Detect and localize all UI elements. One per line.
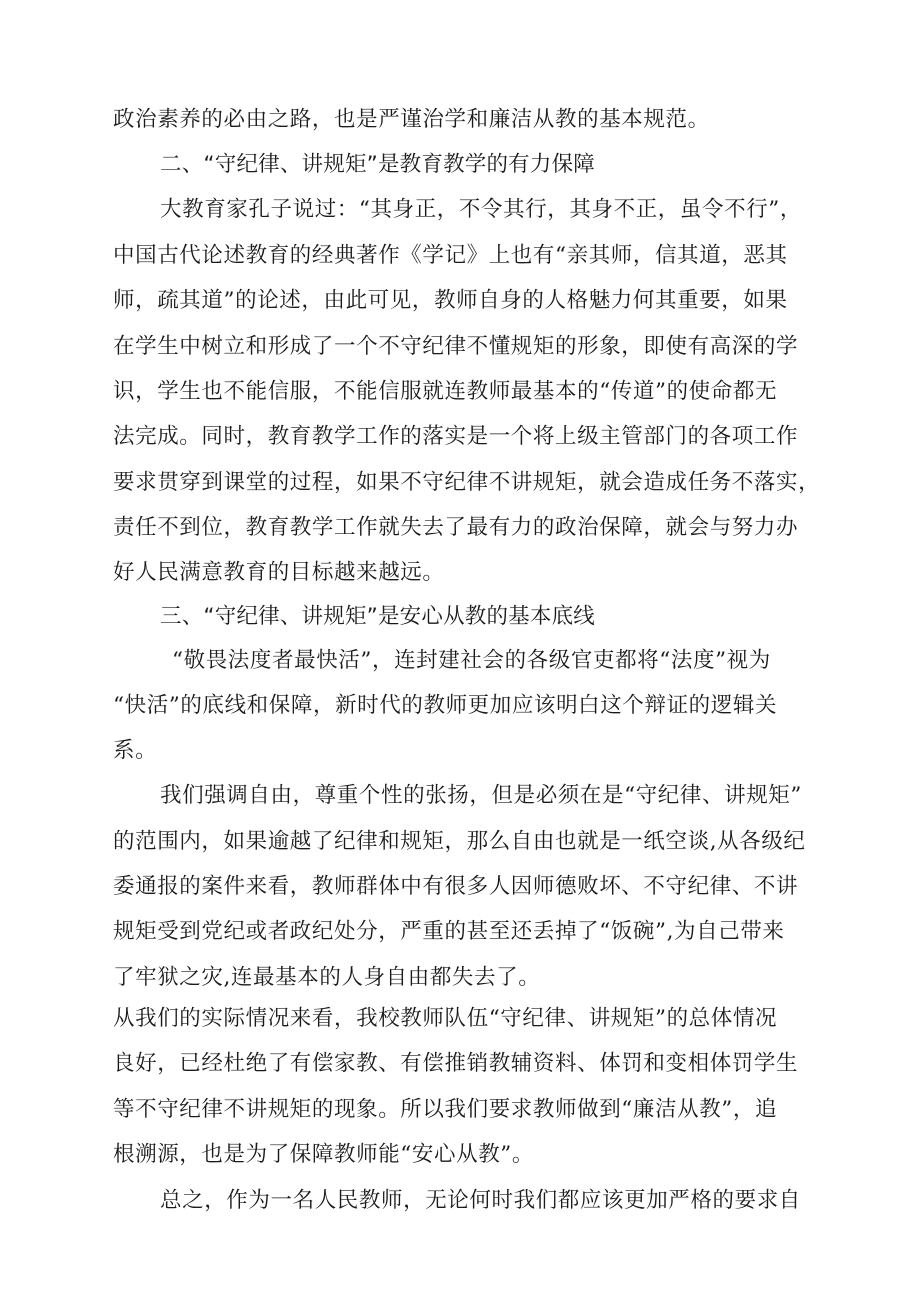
body-line: 从我们的实际情况来看，我校教师队伍“守纪律、讲规矩”的总体情况 <box>113 1006 778 1031</box>
section-heading-2: 二、“守纪律、讲规矩”是教育教学的有力保障 <box>160 152 595 177</box>
body-line: 在学生中树立和形成了一个不守纪律不懂规矩的形象，即使有高深的学 <box>113 334 799 359</box>
body-line: “敬畏法度者最快活”，连封建社会的各级官吏都将“法度”视为 <box>172 648 771 673</box>
body-line: 责任不到位，教育教学工作就失去了最有力的政治保障，就会与努力办 <box>113 515 799 540</box>
body-line: 识，学生也不能信服，不能信服就连教师最基本的“传道”的使命都无 <box>113 379 778 404</box>
body-line: 要求贯穿到课堂的过程，如果不守纪律不讲规矩，就会造成任务不落实， <box>113 470 821 495</box>
body-line: 了牢狱之灾,连最基本的人身自由都失去了。 <box>113 965 541 990</box>
body-line: 系。 <box>113 738 158 763</box>
body-line: 委通报的案件来看，教师群体中有很多人因师德败坏、不守纪律、不讲 <box>113 874 799 899</box>
body-line: 总之，作为一名人民教师，无论何时我们都应该更加严格的要求自 <box>160 1188 801 1213</box>
body-line: 良好，已经杜绝了有偿家教、有偿推销教辅资料、体罚和变相体罚学生 <box>113 1051 799 1076</box>
body-line: 政治素养的必由之路，也是严谨治学和廉洁从教的基本规范。 <box>113 107 710 132</box>
body-line: 的范围内，如果逾越了纪律和规矩，那么自由也就是一纸空谈,从各级纪 <box>113 829 806 854</box>
body-line: 好人民满意教育的目标越来越远。 <box>113 560 445 585</box>
body-line: 师，疏其道”的论述，由此可见，教师自身的人格魅力何其重要，如果 <box>113 288 788 313</box>
body-line: 我们强调自由，尊重个性的张扬，但是必须在是“守纪律、讲规矩” <box>160 783 802 808</box>
body-line: 法完成。同时，教育教学工作的落实是一个将上级主管部门的各项工作 <box>113 424 799 449</box>
body-line: 根溯源，也是为了保障教师能“安心从教”。 <box>113 1142 534 1167</box>
body-line: “快活”的底线和保障，新时代的教师更加应该明白这个辩证的逻辑关 <box>113 693 778 718</box>
body-line: 大教育家孔子说过：“其身正，不令其行，其身不正，虽令不行”， <box>160 197 802 222</box>
section-heading-3: 三、“守纪律、讲规矩”是安心从教的基本底线 <box>160 604 595 629</box>
body-line: 规矩受到党纪或者政纪处分，严重的甚至还丢掉了“饭碗”,为自己带来 <box>113 919 785 944</box>
body-line: 中国古代论述教育的经典著作《学记》上也有“亲其师，信其道，恶其 <box>113 243 788 268</box>
body-line: 等不守纪律不讲规矩的现象。所以我们要求教师做到“廉洁从教”，追 <box>113 1097 778 1122</box>
